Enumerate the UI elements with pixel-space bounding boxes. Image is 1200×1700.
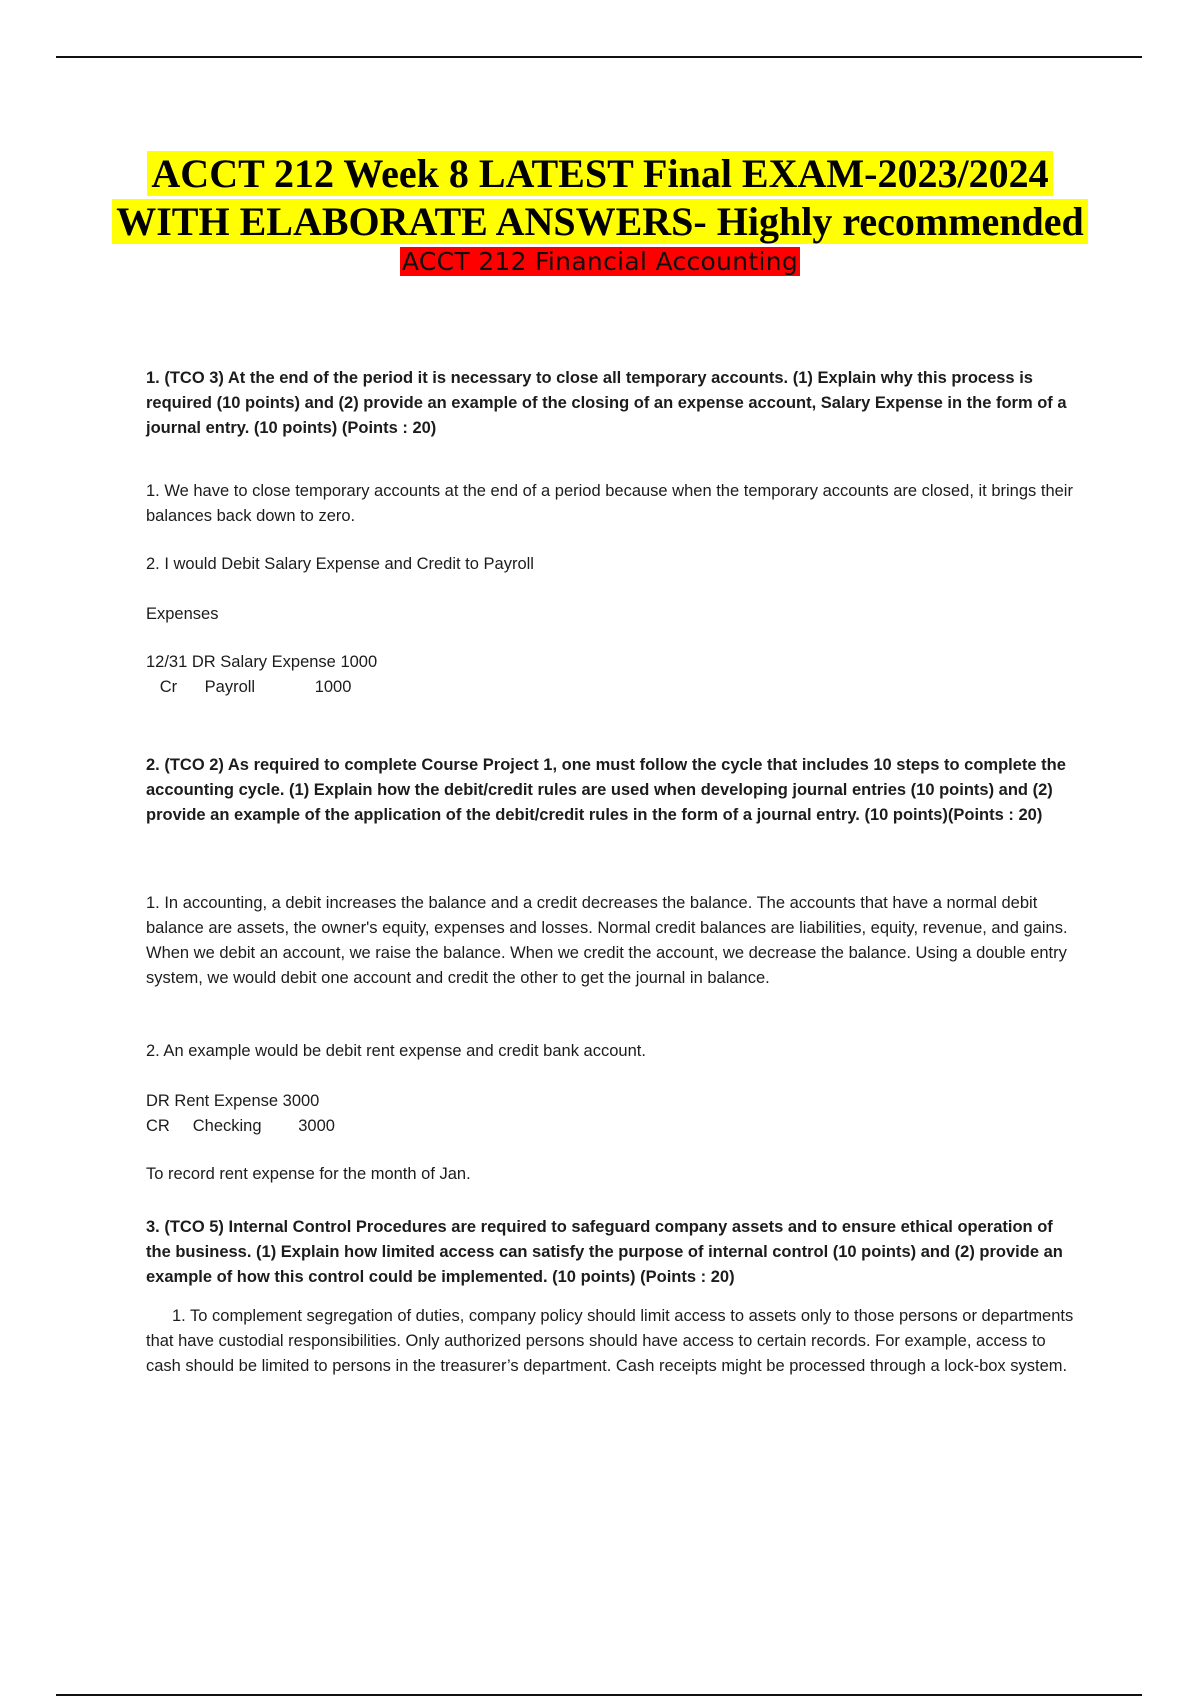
q1-question <box>146 366 1081 441</box>
q2-journal-entry <box>146 1089 1081 1139</box>
q1-journal-entry <box>146 650 1081 700</box>
course-subtitle: ACCT 212 Financial Accounting <box>401 247 799 276</box>
title-highlight-1: ACCT 212 Week 8 LATEST Final EXAM-2023/2024 <box>147 151 1052 196</box>
subtitle-wrap <box>0 247 1200 281</box>
q2-note <box>146 1162 1081 1187</box>
top-rule <box>56 56 1142 58</box>
journal-line: DR Rent Expense 3000 <box>146 1092 320 1110</box>
q2-answer-1 <box>146 891 1081 991</box>
journal-line: Cr Payroll 1000 <box>146 678 352 696</box>
answer-text: 2. I would Debit Salary Expense and Credit to Payroll <box>146 555 534 573</box>
answer-text: Expenses <box>146 605 219 623</box>
answer-text: 1. We have to close temporary accounts at the end of a period because when the temporary accounts are closed, it brings their balances back down to zero. <box>146 482 1073 525</box>
document-header <box>0 150 1200 281</box>
q1-answer-1 <box>146 479 1081 529</box>
journal-line: CR Checking 3000 <box>146 1117 335 1135</box>
q1-answer-2 <box>146 552 1081 577</box>
journal-line: 12/31 DR Salary Expense 1000 <box>146 653 378 671</box>
title-line-2 <box>0 198 1200 246</box>
question-text: 2. (TCO 2) As required to complete Course Project 1, one must follow the cycle that includes 10 steps to complete the accounting cycle. (1) Explain how the debit/credit rules are used when developing journal entries (10 points) and (2) provide an example of the application of the debit/credit rules in the form of a journal entry. (10 points)(Points : 20) <box>146 756 1066 824</box>
q2-answer-2 <box>146 1039 1081 1064</box>
answer-text: 1. In accounting, a debit increases the balance and a credit decreases the balance. The accounts that have a normal debit balance are assets, the owner's equity, expenses and losses. Normal credit balances are liabilities, equity, revenue, and gains. When we debit an account, we raise the balance. When we credit the account, we decrease the balance. Using a double entry system, we would debit one account and credit the other to get the journal in balance. <box>146 894 1068 987</box>
bottom-rule <box>56 1694 1142 1696</box>
question-text: 3. (TCO 5) Internal Control Procedures are required to safeguard company assets and to ensure ethical operation of the business. (1) Explain how limited access can satisfy the purpose of internal control (10 points) and (2) provide an example of how this control could be implemented. (10 points) (Points : 20) <box>146 1218 1063 1286</box>
question-text: 1. (TCO 3) At the end of the period it is necessary to close all temporary accounts. (1) Explain why this process is required (10 points) and (2) provide an example of the closing of an expense account, Salary Expense in the form of a journal entry. (10 points) (Points : 20) <box>146 369 1067 437</box>
q2-question <box>146 753 1081 828</box>
q3-question <box>146 1215 1081 1290</box>
title-line-1 <box>0 150 1200 198</box>
q3-answer-1 <box>146 1304 1081 1379</box>
q1-answer-2-continued <box>146 602 1081 627</box>
answer-text: 2. An example would be debit rent expense and credit bank account. <box>146 1042 646 1060</box>
title-highlight-2: WITH ELABORATE ANSWERS- Highly recommended <box>112 199 1088 244</box>
entry-note: To record rent expense for the month of Jan. <box>146 1165 471 1183</box>
answer-text: 1. To complement segregation of duties, company policy should limit access to assets only to those persons or departments that have custodial responsibilities. Only authorized persons should have access to certain records. For example, access to cash should be limited to persons in the treasurer’s department. Cash receipts might be processed through a lock-box system. <box>146 1307 1074 1375</box>
